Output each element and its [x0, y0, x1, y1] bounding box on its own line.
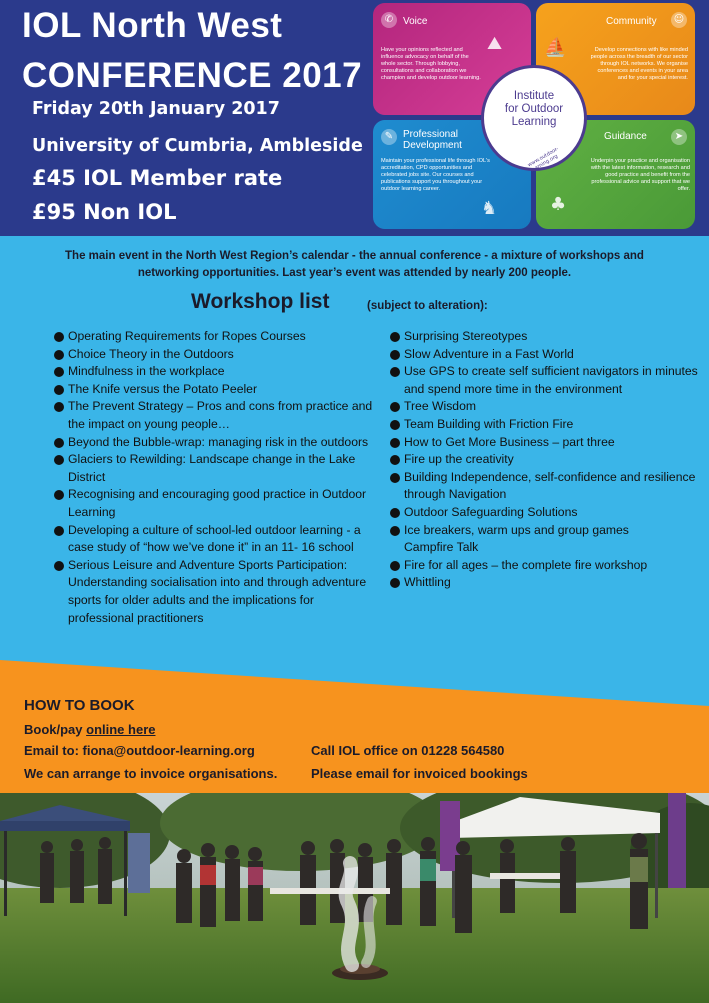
list-item: Fire for all ages – the complete fire workshop	[390, 557, 700, 575]
title-line-2: CONFERENCE 2017	[22, 56, 363, 95]
intro-text: The main event in the North West Region’s calendar - the annual conference - a mixture of workshops and networking opportunities. Last year’s event was attended by nearly 200 people.	[65, 250, 644, 279]
iol-logo-url: www.outdoor-learning.org	[526, 146, 560, 174]
community-label: Community	[606, 16, 657, 27]
workshop-list-right	[390, 328, 700, 592]
list-item: Operating Requirements for Ropes Courses	[54, 328, 374, 346]
booking-invoice-email: Please email for invoiced bookings	[311, 766, 528, 781]
list-item: Recognising and encouraging good practice in Outdoor Learning	[54, 486, 374, 521]
list-item: Mindfulness in the workplace	[54, 363, 374, 381]
professional-label: Professional Development	[403, 129, 462, 151]
list-item: Glaciers to Rewilding: Landscape change in the Lake District	[54, 451, 374, 486]
signpost-icon: ➤	[671, 129, 687, 145]
list-item: Fire up the creativity	[390, 451, 700, 469]
megaphone-icon: ✆	[381, 12, 397, 28]
list-item: How to Get More Business – part three	[390, 434, 700, 452]
workshop-list-note: (subject to alteration):	[367, 300, 488, 312]
event-venue: University of Cumbria, Ambleside	[32, 136, 363, 156]
kayak-icon: ⛵	[544, 37, 567, 58]
list-item: Use GPS to create self sufficient navigators in minutes and spend more time in the environment	[390, 363, 700, 398]
list-item: Choice Theory in the Outdoors	[54, 346, 374, 364]
booking-invoice: We can arrange to invoice organisations.	[24, 766, 278, 781]
professional-text: Maintain your professional life through IOL's accreditation, CPD opportunities and celebrated jobs site. Our courses and publications support you throughout your outdoor learning career.	[381, 158, 490, 192]
list-item: Surprising Stereotypes	[390, 328, 700, 346]
list-item: Building Independence, self-confidence and resilience through Navigation	[390, 469, 700, 504]
online-here-link[interactable]: online here	[86, 722, 156, 737]
price-member: £45 IOL Member rate	[32, 166, 283, 190]
hikers-icon: ♞	[481, 198, 498, 219]
list-item: Slow Adventure in a Fast World	[390, 346, 700, 364]
outdoor-gathering-photo	[0, 793, 709, 1003]
how-to-book-title: HOW TO BOOK	[24, 697, 135, 714]
list-item: Campfire Talk	[404, 540, 479, 555]
certificate-icon: ✎	[381, 129, 397, 145]
event-date: Friday 20th January 2017	[32, 99, 280, 119]
list-item: Tree Wisdom	[390, 398, 700, 416]
booking-phone: Call IOL office on 01228 564580	[311, 743, 505, 758]
tree-icon: ♣	[550, 194, 567, 215]
book-pay-line: Book/pay online here	[24, 722, 156, 737]
iol-quadrant-graphic	[373, 3, 695, 229]
list-item: The Prevent Strategy – Pros and cons from practice and the impact on young people…	[54, 398, 374, 433]
list-item: Ice breakers, warm ups and group games	[390, 522, 700, 540]
voice-label: Voice	[403, 16, 428, 27]
list-item: Outdoor Safeguarding Solutions	[390, 504, 700, 522]
list-item: The Knife versus the Potato Peeler	[54, 381, 374, 399]
list-item: Whittling	[390, 574, 700, 592]
community-text: Develop connections with like minded people across the breadth of our sector through IOL networks. We organise conferences and events in your area and for your special interest.	[590, 47, 688, 81]
iol-logo-text: Institute for Outdoor Learning	[504, 90, 564, 128]
iol-logo	[481, 65, 587, 174]
booking-email: Email to: fiona@outdoor-learning.org	[24, 743, 255, 758]
workshop-section	[0, 236, 709, 706]
guidance-text: Underpin your practice and organisation with the latest information, research and good practice and benefit from the professional advice and support that we offer.	[590, 158, 690, 192]
title-line-1: IOL North West	[22, 6, 283, 45]
header-banner	[0, 0, 709, 236]
list-item: Team Building with Friction Fire	[390, 416, 700, 434]
guidance-label: Guidance	[604, 131, 647, 142]
price-non-member: £95 Non IOL	[32, 200, 177, 224]
climber-icon: ⛰	[487, 33, 503, 54]
list-item: Serious Leisure and Adventure Sports Participation: Understanding socialisation into and through adventure sports for older adults and the implications for professional practitioners	[54, 557, 374, 627]
workshop-list-left	[54, 328, 374, 627]
workshop-list-title: Workshop list	[191, 290, 330, 313]
people-icon: ☺	[671, 12, 687, 28]
list-item: Developing a culture of school-led outdoor learning - a case study of “how we’ve done it” in an 11- 16 school	[54, 522, 374, 557]
voice-text: Have your opinions reflected and influence advocacy on behalf of the whole sector. Through lobbying, consultations and collaboration we champion and develop outdoor learning.	[381, 47, 481, 81]
list-item: Beyond the Bubble-wrap: managing risk in the outdoors	[54, 434, 374, 452]
